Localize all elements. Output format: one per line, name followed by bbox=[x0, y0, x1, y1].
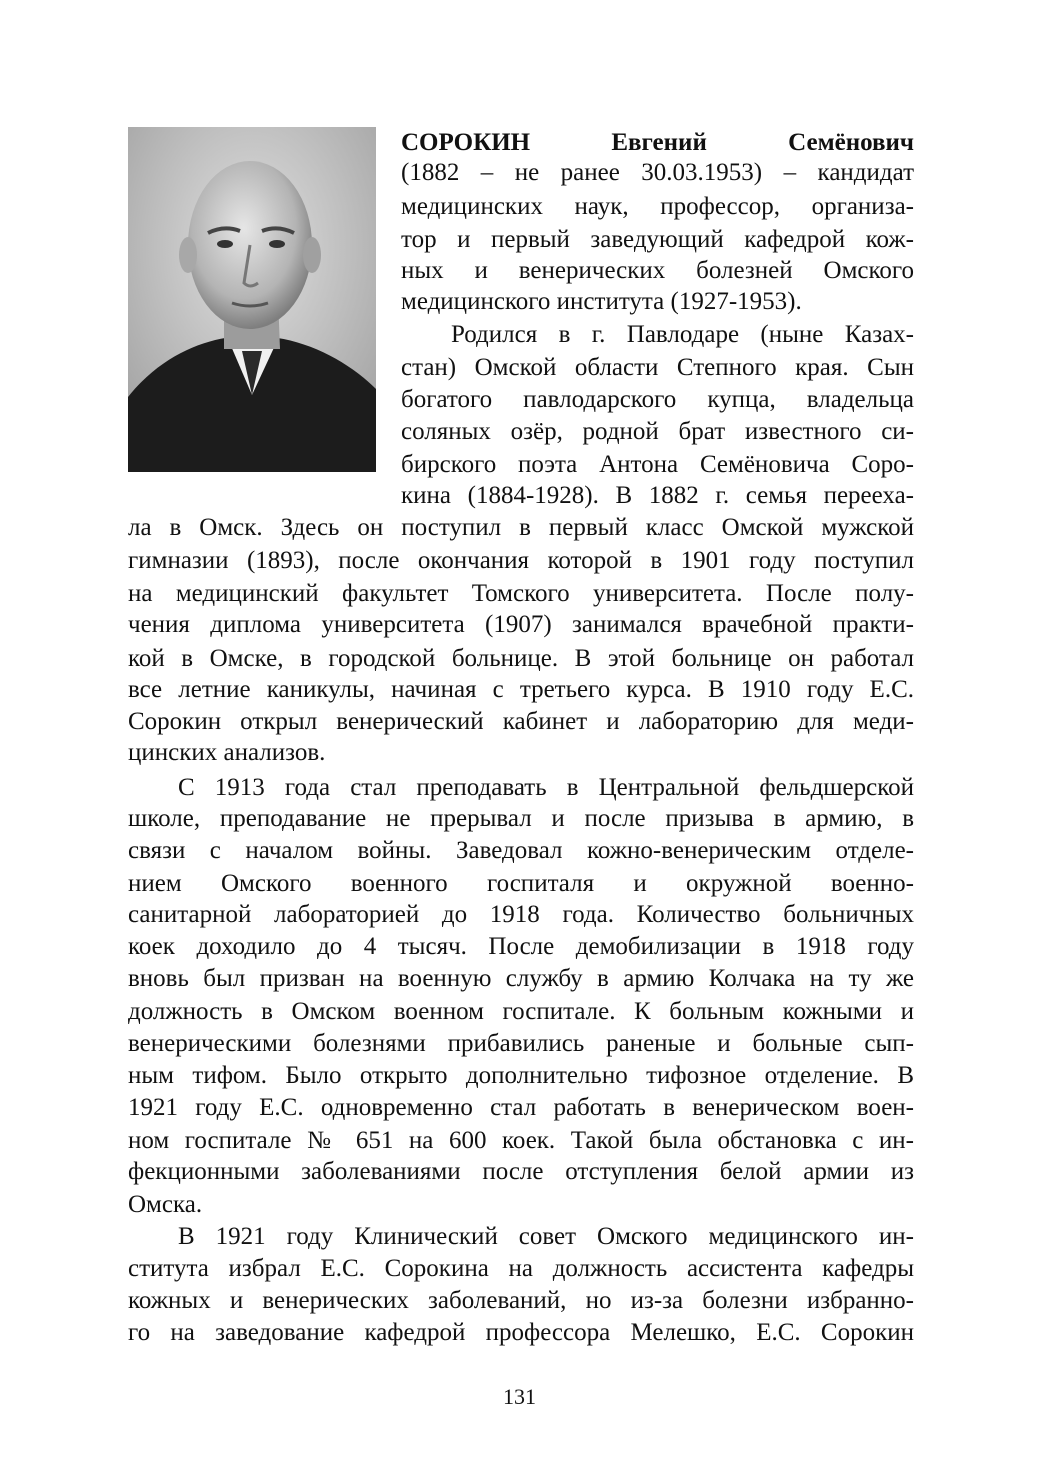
portrait-image bbox=[128, 127, 376, 472]
text-line: кой в Омске, в городской больнице. В этой больнице он работал bbox=[128, 645, 914, 672]
text-line: С 1913 года стал преподавать в Центральной фельдшерской bbox=[178, 774, 914, 801]
text-line: соляных озёр, родной брат известного си- bbox=[401, 418, 914, 445]
text-line: (1882 – не ранее 30.03.1953) – кандидат bbox=[401, 159, 914, 186]
text-line: В 1921 году Клинический совет Омского медицинского ин- bbox=[178, 1223, 914, 1250]
portrait-photo bbox=[128, 127, 376, 472]
text-line: ла в Омск. Здесь он поступил в первый класс Омской мужской bbox=[128, 514, 914, 541]
text-line: гимназии (1893), после окончания которой в 1901 году поступил bbox=[128, 547, 914, 574]
text-line: школе, преподавание не прерывал и после призыва в армию, в bbox=[128, 805, 914, 832]
text-line: на медицинский факультет Томского университета. После полу- bbox=[128, 580, 914, 607]
text-line: цинских анализов. bbox=[128, 739, 326, 766]
text-line: нием Омского военного госпиталя и окружной военно- bbox=[128, 870, 914, 897]
person-name: СОРОКИН Евгений Семёнович bbox=[401, 129, 914, 156]
text-line: венерическими болезнями прибавились раненые и больные сып- bbox=[128, 1030, 914, 1057]
text-line: санитарной лабораторией до 1918 года. Количество больничных bbox=[128, 901, 914, 928]
page-number: 131 bbox=[503, 1384, 536, 1409]
text-line: медицинских наук, профессор, организа- bbox=[401, 193, 914, 220]
text-line: кина (1884-1928). В 1882 г. семья перееха- bbox=[401, 482, 914, 509]
text-line: ных и венерических болезней Омского bbox=[401, 257, 914, 284]
text-line: медицинского института (1927-1953). bbox=[401, 288, 802, 315]
text-line: богатого павлодарского купца, владельца bbox=[401, 386, 914, 413]
text-line: чения диплома университета (1907) занимался врачебной практи- bbox=[128, 611, 914, 638]
text-line: бирского поэта Антона Семёновича Соро- bbox=[401, 451, 914, 478]
text-line: ститута избрал Е.С. Сорокина на должность ассистента кафедры bbox=[128, 1255, 914, 1282]
text-line bbox=[401, 128, 914, 158]
text-line: Сорокин открыл венерический кабинет и лабораторию для меди- bbox=[128, 708, 914, 735]
text-line: 1921 году Е.С. одновременно стал работать в венерическом воен- bbox=[128, 1094, 914, 1121]
text-line: Родился в г. Павлодаре (ныне Казах- bbox=[451, 321, 914, 348]
text-line: связи с началом войны. Заведовал кожно-венерическим отделе- bbox=[128, 837, 914, 864]
text-line: ном госпитале № 651 на 600 коек. Такой была обстановка с ин- bbox=[128, 1127, 914, 1154]
text-line: вновь был призван на военную службу в армию Колчака на ту же bbox=[128, 965, 914, 992]
text-line: Омска. bbox=[128, 1191, 203, 1218]
text-line: стан) Омской области Степного края. Сын bbox=[401, 354, 914, 381]
text-line: коек доходило до 4 тысяч. После демобилизации в 1918 году bbox=[128, 933, 914, 960]
text-line: фекционными заболеваниями после отступления белой армии из bbox=[128, 1158, 914, 1185]
text-line: тор и первый заведующий кафедрой кож- bbox=[401, 226, 914, 253]
text-line: кожных и венерических заболеваний, но из-за болезни избранно- bbox=[128, 1287, 914, 1314]
text-line: го на заведование кафедрой профессора Мелешко, Е.С. Сорокин bbox=[128, 1319, 914, 1346]
text-line: должность в Омском военном госпитале. К больным кожными и bbox=[128, 998, 914, 1025]
text-line: все летние каникулы, начиная с третьего курса. В 1910 году Е.С. bbox=[128, 676, 914, 703]
text-line: ным тифом. Было открыто дополнительно тифозное отделение. В bbox=[128, 1062, 914, 1089]
